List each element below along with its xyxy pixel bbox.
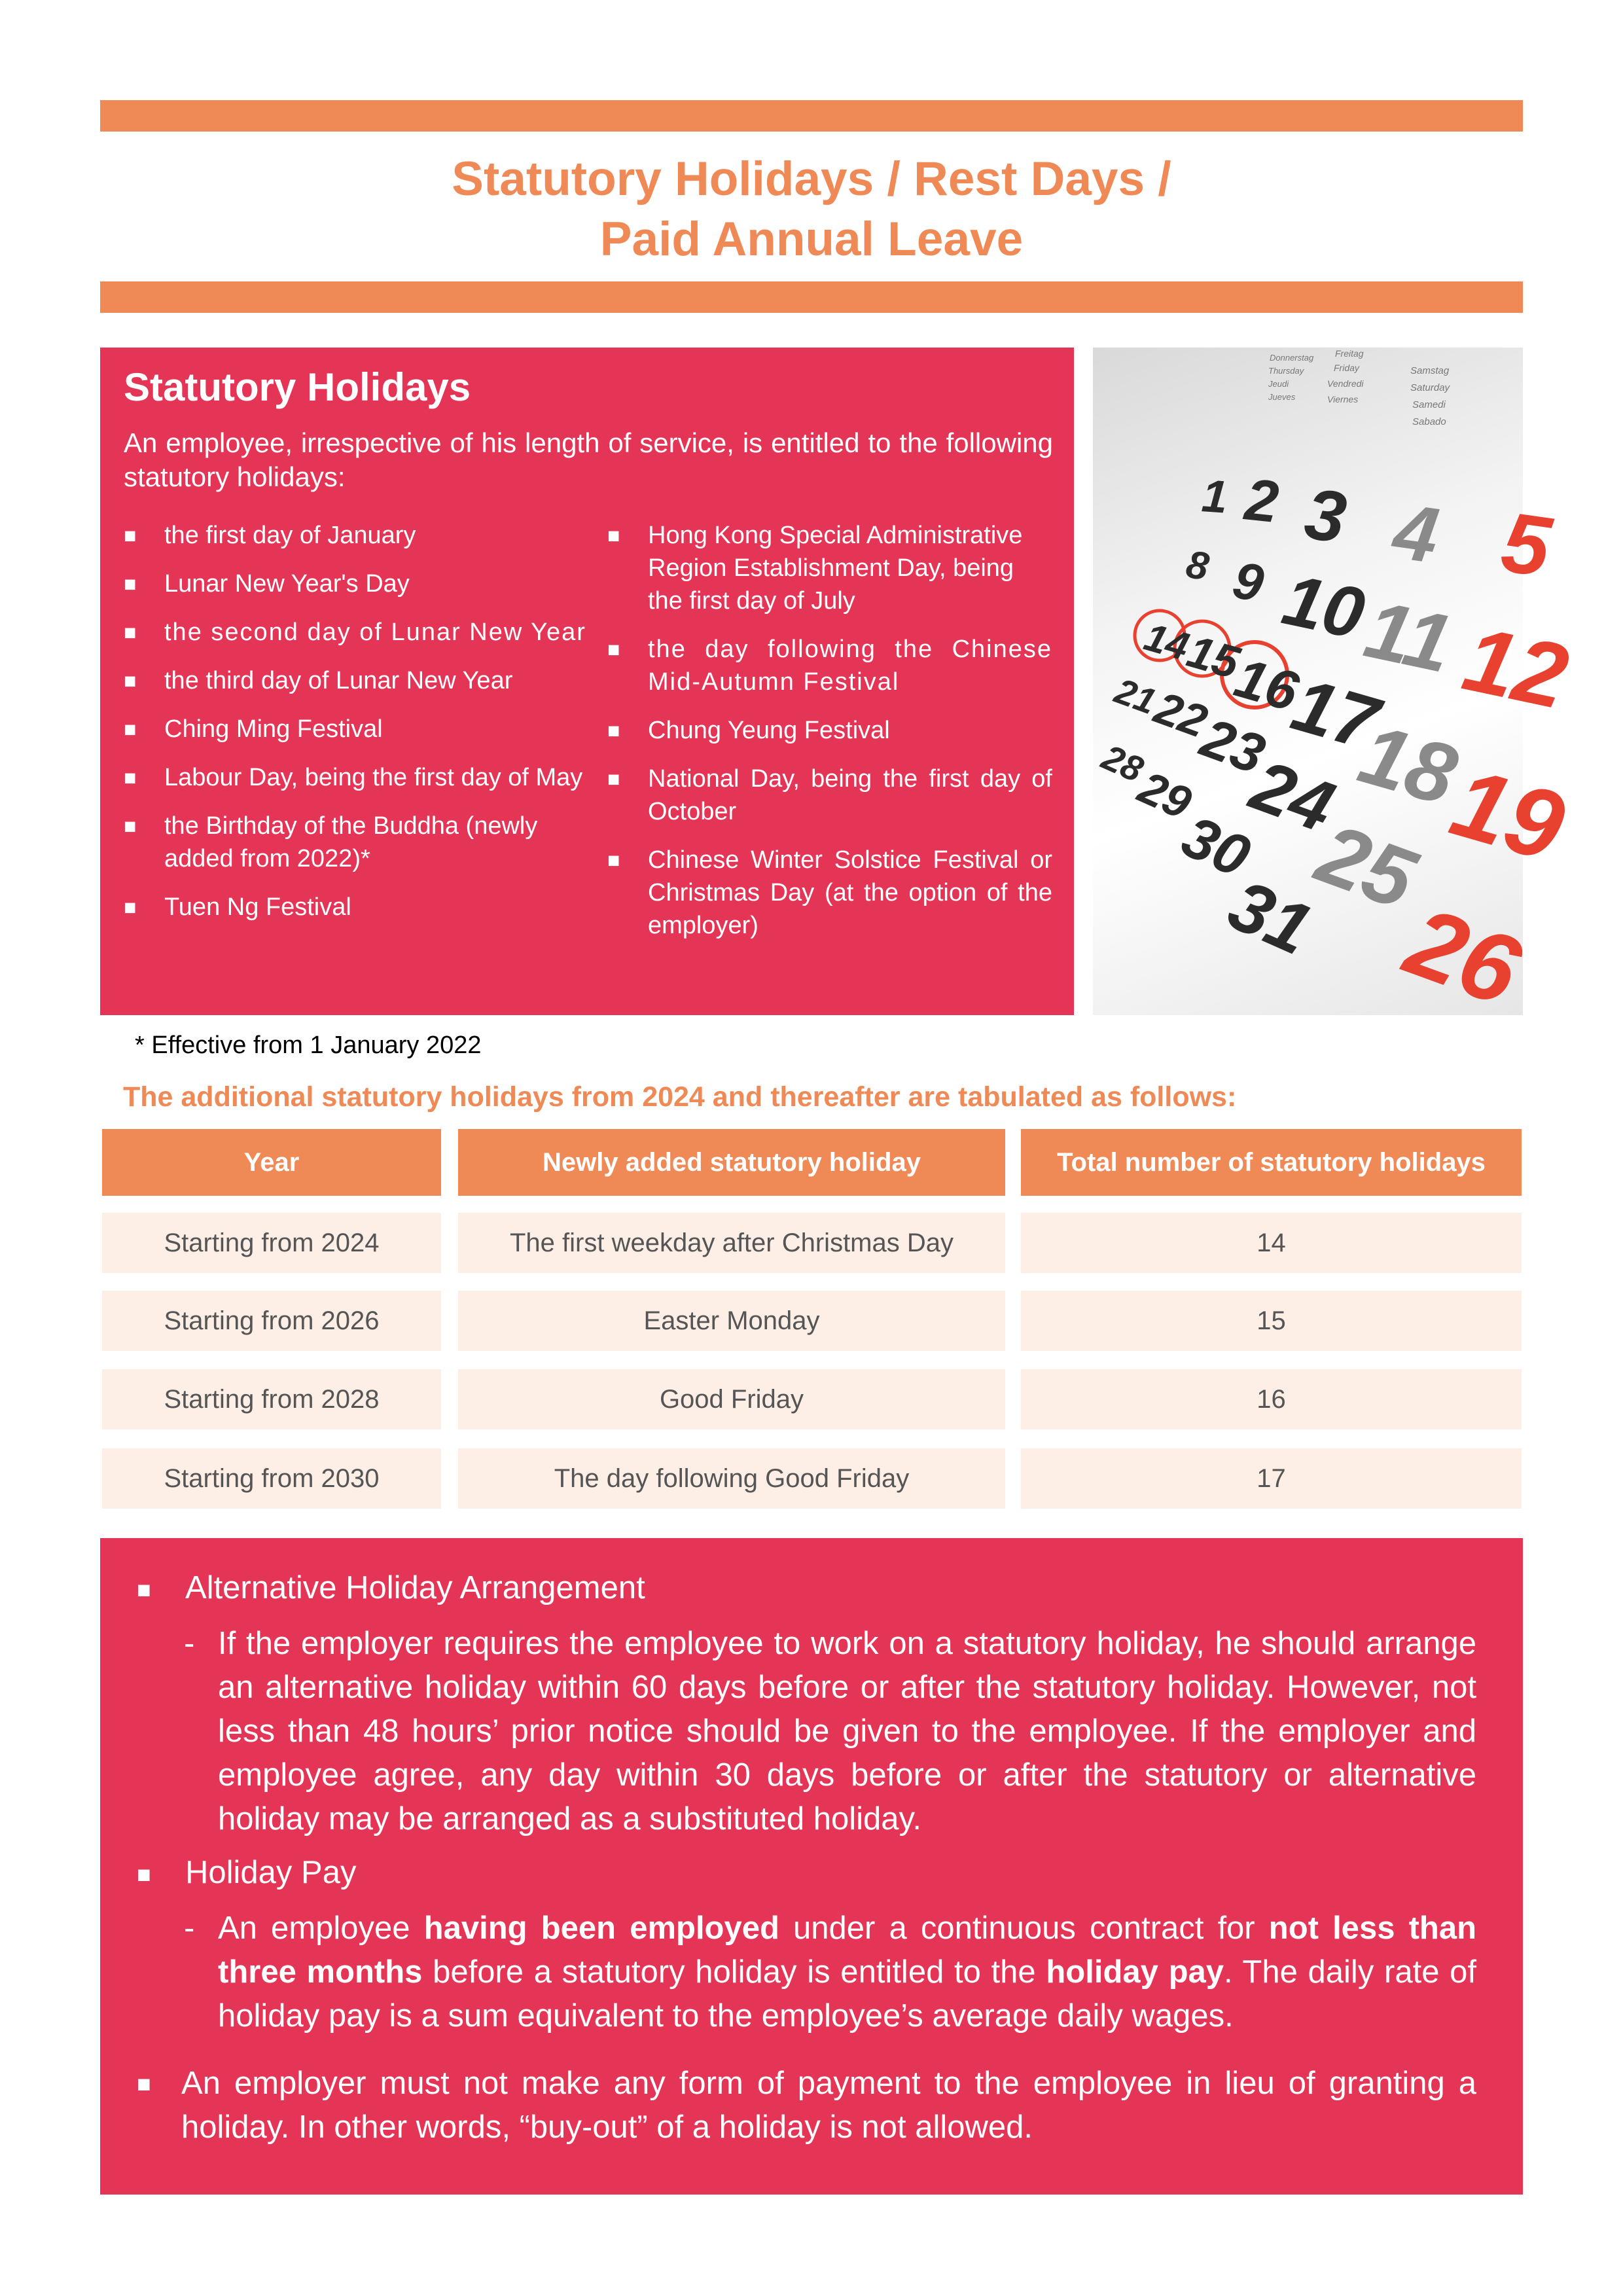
square-bullet-icon: ■ — [137, 1576, 151, 1604]
page-title-line-2: Paid Annual Leave — [599, 213, 1024, 266]
alternative-holiday-heading: ■ Alternative Holiday Arrangement — [137, 1570, 645, 1605]
calendar-number: 19 — [1440, 746, 1576, 882]
table-cell: Starting from 2030 — [102, 1448, 441, 1509]
table-cell: Starting from 2024 — [102, 1213, 441, 1273]
top-accent-bar — [100, 100, 1523, 132]
dash-marker: - — [184, 1626, 195, 1661]
square-bullet-icon: ■ — [124, 895, 137, 919]
page-title — [100, 149, 1523, 270]
square-bullet-icon: ■ — [137, 1861, 151, 1888]
table-cell: The day following Good Friday — [458, 1448, 1005, 1509]
calendar-number: 22 — [1148, 681, 1214, 747]
calendar-number: 11 — [1357, 583, 1460, 691]
calendar-number: 25 — [1306, 805, 1428, 927]
square-bullet-icon: ■ — [607, 637, 622, 661]
bottom-accent-bar — [100, 281, 1523, 313]
calendar-number: 16 — [1228, 646, 1305, 724]
table-intro: The additional statutory holidays from 2024 and thereafter are tabulated as follows: — [123, 1081, 1237, 1113]
weekday-label: Jeudi — [1268, 379, 1289, 389]
holiday-item: ■ the first day of January — [124, 519, 595, 552]
square-bullet-icon: ■ — [607, 719, 620, 742]
square-bullet-icon: ■ — [607, 524, 620, 547]
table-cell: 15 — [1021, 1291, 1522, 1351]
buyout-note: ■ An employer must not make any form of payment to the employee in lieu of granting a holiday. In other words, “buy-out” of a holiday is not allowed. — [137, 2062, 1476, 2149]
calendar-number: 5 — [1496, 493, 1557, 595]
weekday-label: Freitag — [1335, 348, 1364, 359]
calendar-number: 31 — [1217, 864, 1324, 971]
table-cell: 14 — [1021, 1213, 1522, 1273]
page-title-line-1: Statutory Holidays / Rest Days / — [452, 152, 1171, 206]
holiday-item: ■ Chung Yeung Festival — [607, 714, 1052, 747]
square-bullet-icon: ■ — [607, 767, 620, 791]
table-cell: Starting from 2026 — [102, 1291, 441, 1351]
calendar-number: 30 — [1172, 803, 1259, 890]
weekday-label: Jueves — [1268, 392, 1296, 402]
holiday-list-left — [124, 519, 595, 939]
calendar-number: 23 — [1193, 706, 1273, 787]
calendar-number: 8 — [1183, 541, 1213, 589]
calendar-number: 10 — [1276, 559, 1372, 655]
alternative-holiday-body: - If the employer requires the employee to work on a statutory holiday, he should arrange an alternative holiday within 60 days before or after the statutory holiday. However, not less than 48 hours’ prior notice should be given to the employee. If the employer and employee agree, any day within 30 days before or after the statutory or alternative holiday may be arranged as a substituted holiday. — [184, 1622, 1476, 1841]
holiday-item: ■ Lunar New Year's Day — [124, 567, 595, 600]
holiday-item: ■ Chinese Winter Solstice Festival or Christmas Day (at the option of the employer) — [607, 844, 1052, 942]
square-bullet-icon: ■ — [137, 2070, 151, 2097]
calendar-number: 18 — [1349, 705, 1467, 823]
weekday-label: Samedi — [1412, 399, 1446, 410]
square-bullet-icon: ■ — [124, 766, 137, 789]
square-bullet-icon: ■ — [124, 620, 138, 644]
holiday-list-right — [607, 519, 1052, 958]
table-cell: The first weekday after Christmas Day — [458, 1213, 1005, 1273]
weekday-label: Sabado — [1412, 416, 1446, 427]
dash-marker: - — [184, 1910, 195, 1946]
calendar-number: 15 — [1181, 625, 1245, 689]
calendar-number: 1 — [1200, 470, 1230, 523]
holiday-pay-body: - An employee having been employed under a continuous contract for not less than three months before a statutory holiday is entitled to the holiday pay. The daily rate of holiday pay is a sum equivalent to the employee’s average daily wages. — [184, 1907, 1476, 2038]
weekday-label: Friday — [1334, 363, 1359, 373]
holiday-item: ■ Hong Kong Special Administrative Region Establishment Day, being the first day of July — [607, 519, 1052, 617]
calendar-number: 4 — [1388, 487, 1444, 581]
calendar-number: 21 — [1109, 670, 1162, 723]
footnote: * Effective from 1 January 2022 — [135, 1031, 482, 1059]
calendar-number: 17 — [1283, 662, 1387, 766]
square-bullet-icon: ■ — [124, 524, 137, 547]
square-bullet-icon: ■ — [124, 814, 137, 838]
calendar-number: 9 — [1228, 550, 1269, 613]
square-bullet-icon: ■ — [124, 717, 137, 741]
holiday-item: ■ the second day of Lunar New Year — [124, 616, 595, 649]
weekday-label: Saturday — [1410, 382, 1450, 393]
holiday-item: ■ the third day of Lunar New Year — [124, 664, 595, 697]
calendar-photo — [1093, 348, 1577, 1027]
table-cell: Easter Monday — [458, 1291, 1005, 1351]
table-cell: Good Friday — [458, 1369, 1005, 1429]
notes-panel — [100, 1538, 1523, 2195]
calendar-number: 24 — [1241, 744, 1344, 848]
table-cell: 16 — [1021, 1369, 1522, 1429]
calendar-number: 3 — [1300, 473, 1351, 559]
calendar-number: 14 — [1139, 615, 1194, 669]
table-header-year: Year — [102, 1129, 441, 1196]
square-bullet-icon: ■ — [607, 848, 620, 872]
weekday-label: Donnerstag — [1270, 353, 1314, 363]
calendar-number: 29 — [1131, 761, 1199, 829]
holiday-item: ■ Labour Day, being the first day of May — [124, 761, 595, 794]
holiday-item: ■ the Birthday of the Buddha (newly added from 2022)* — [124, 810, 595, 875]
statutory-holidays-intro: An employee, irrespective of his length of service, is entitled to the following statutory holidays: — [124, 427, 1053, 492]
table-header-total: Total number of statutory holidays — [1021, 1129, 1522, 1196]
calendar-number: 26 — [1393, 886, 1534, 1027]
table-cell: 17 — [1021, 1448, 1522, 1509]
calendar-number: 12 — [1455, 606, 1577, 728]
holiday-item: ■ Tuen Ng Festival — [124, 891, 595, 924]
square-bullet-icon: ■ — [124, 572, 137, 596]
calendar-number: 28 — [1096, 736, 1150, 790]
square-bullet-icon: ■ — [124, 669, 137, 692]
statutory-holidays-heading: Statutory Holidays — [124, 365, 471, 409]
table-header-holiday: Newly added statutory holiday — [458, 1129, 1005, 1196]
weekday-label: Thursday — [1268, 366, 1304, 376]
holiday-item: ■ Ching Ming Festival — [124, 713, 595, 745]
calendar-number: 2 — [1241, 467, 1282, 536]
weekday-label: Vendredi — [1327, 378, 1364, 389]
calendar-illustration — [1093, 348, 1577, 1027]
holiday-pay-heading: ■ Holiday Pay — [137, 1855, 357, 1890]
weekday-label: Samstag — [1410, 365, 1450, 376]
weekday-label: Viernes — [1327, 394, 1359, 404]
holiday-item: ■ the day following the Chinese Mid-Autumn Festival — [607, 633, 1052, 698]
holiday-item: ■ National Day, being the first day of October — [607, 762, 1052, 828]
statutory-holidays-panel — [100, 348, 1074, 1015]
table-cell: Starting from 2028 — [102, 1369, 441, 1429]
